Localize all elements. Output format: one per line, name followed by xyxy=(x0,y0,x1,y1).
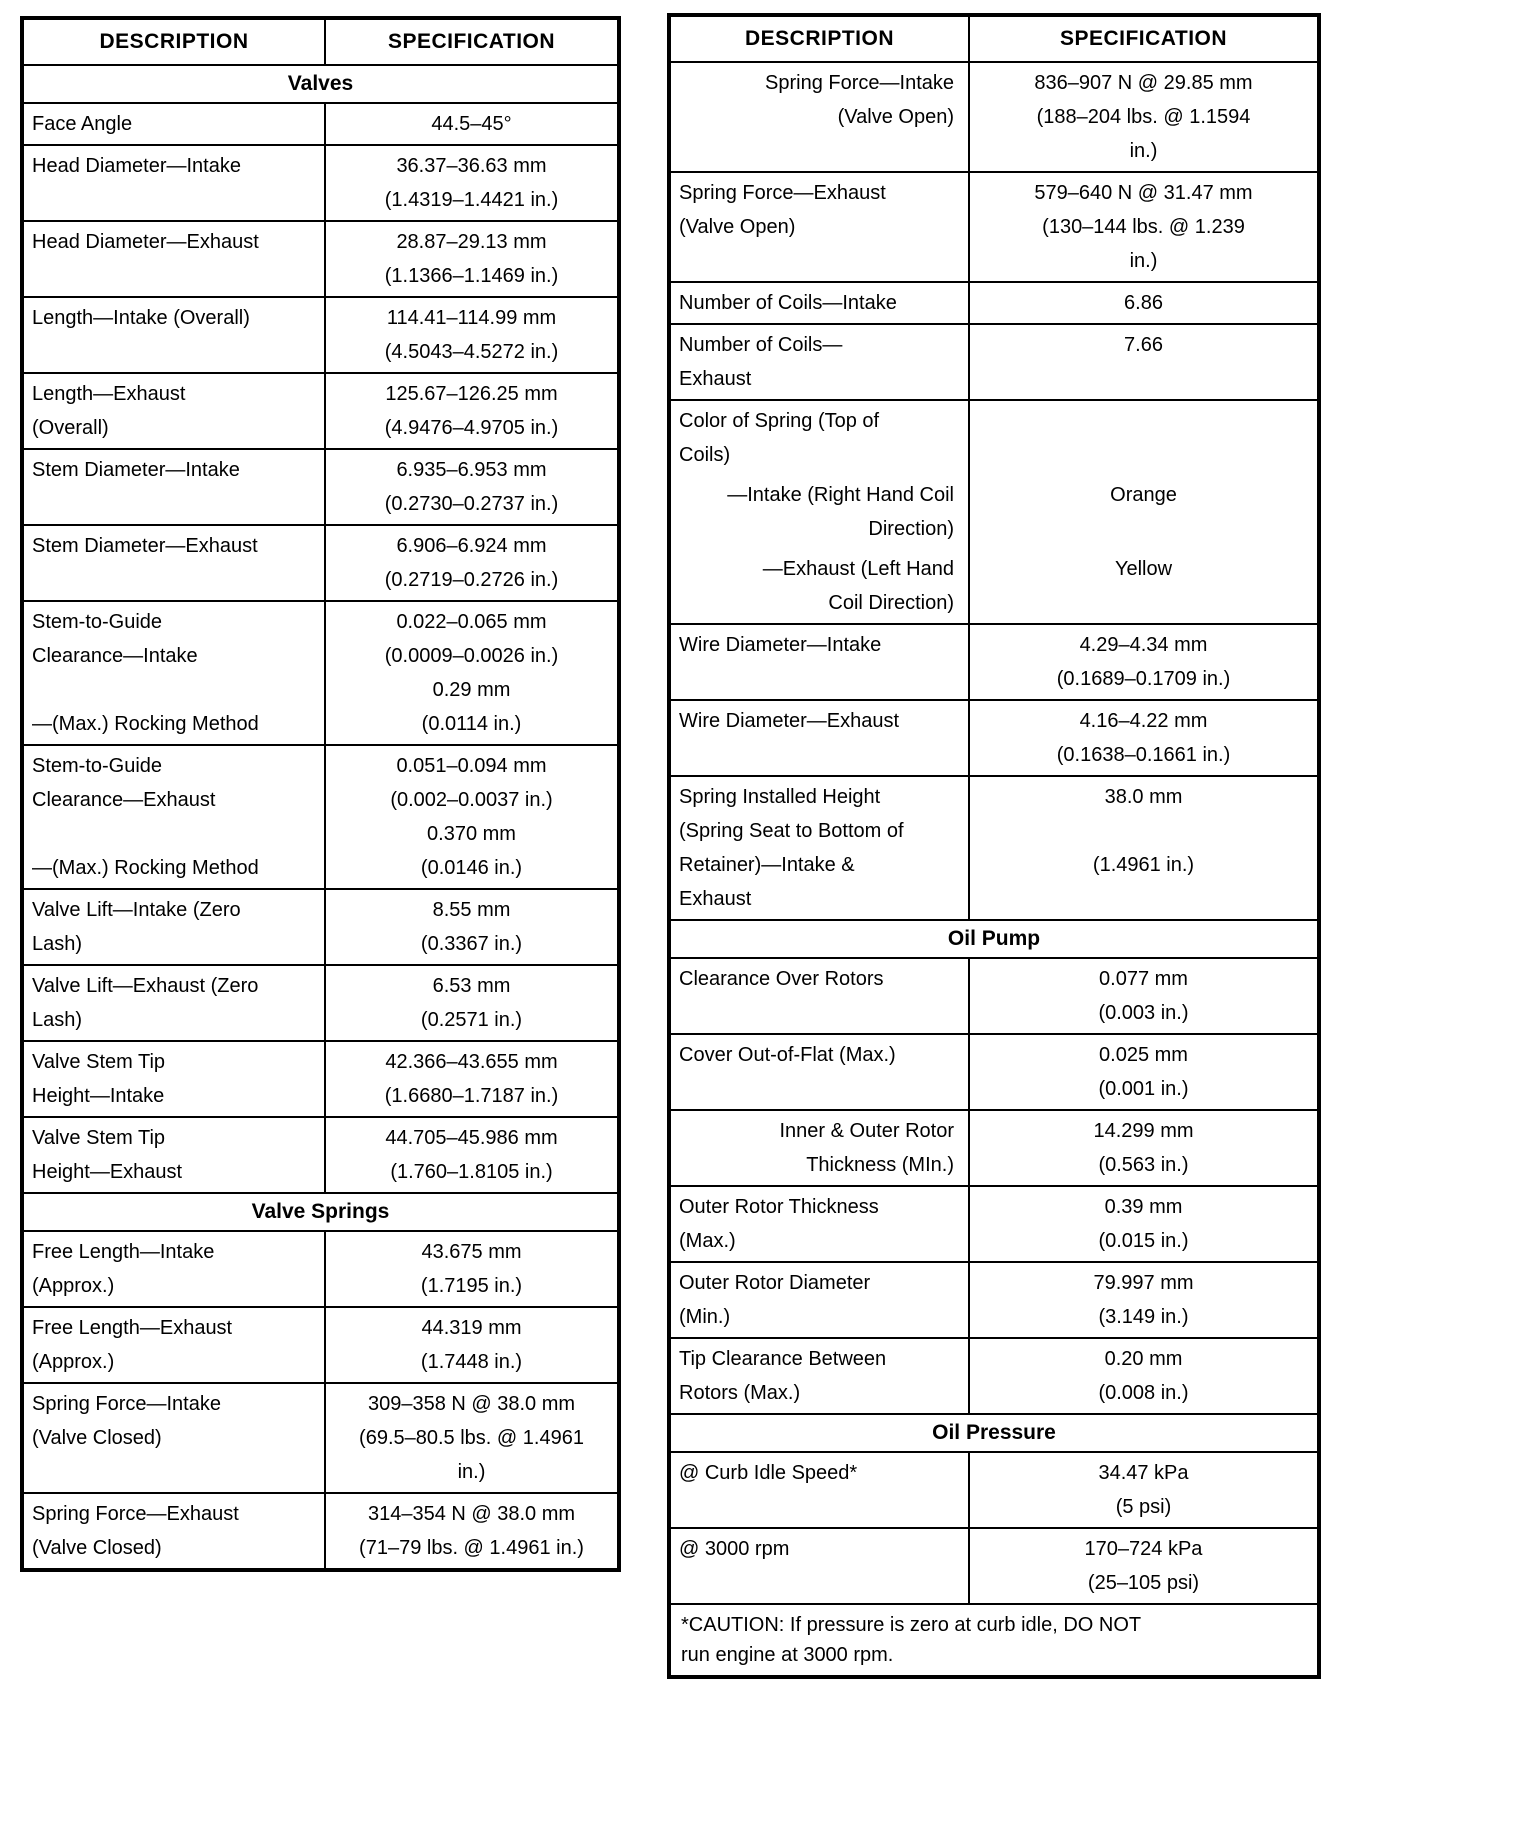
specification-cell xyxy=(968,959,1317,1033)
specification-cell xyxy=(968,325,1317,399)
description-cell xyxy=(24,1384,324,1492)
specification-line: 44.5–45° xyxy=(431,113,512,135)
caution-note xyxy=(671,1603,1317,1675)
specification-line: 0.370 mm xyxy=(427,823,516,845)
specification-line: 42.366–43.655 mm xyxy=(385,1051,558,1073)
specification-line: (0.3367 in.) xyxy=(420,933,523,955)
specification-line: 836–907 N @ 29.85 mm xyxy=(1034,72,1253,94)
specification-line: (0.015 in.) xyxy=(1098,1230,1189,1252)
specification-line: 7.66 xyxy=(1124,334,1163,356)
table-row xyxy=(24,144,617,220)
description-line: Valve Lift—Intake (Zero xyxy=(32,899,241,921)
description-line: @ 3000 rpm xyxy=(679,1538,790,1560)
specification-cell xyxy=(324,890,617,964)
table-row xyxy=(671,323,1317,399)
description-line: —Intake (Right Hand Coil xyxy=(727,484,954,506)
description-line: @ Curb Idle Speed* xyxy=(679,1462,858,1484)
specification-line: 0.051–0.094 mm xyxy=(396,755,547,777)
description-line: Length—Intake (Overall) xyxy=(32,307,250,329)
description-cell xyxy=(24,1232,324,1306)
specification-line: 34.47 kPa xyxy=(1098,1462,1189,1484)
table-row xyxy=(671,281,1317,323)
description-cell xyxy=(671,549,968,623)
table-row xyxy=(671,1185,1317,1261)
specification-cell xyxy=(324,450,617,524)
specification-line: 36.37–36.63 mm xyxy=(396,155,547,177)
specification-line: (1.7448 in.) xyxy=(420,1351,523,1373)
description-cell xyxy=(671,959,968,1033)
description-cell xyxy=(671,1111,968,1185)
specification-line: (0.1638–0.1661 in.) xyxy=(1056,744,1231,766)
specification-line: in.) xyxy=(1129,140,1158,162)
specification-line: 14.299 mm xyxy=(1093,1120,1194,1142)
description-line: Height—Exhaust xyxy=(32,1161,183,1183)
description-line: Free Length—Intake xyxy=(32,1241,215,1263)
specification-line: 6.935–6.953 mm xyxy=(396,459,547,481)
specification-line: (1.7195 in.) xyxy=(420,1275,523,1297)
description-line: Length—Exhaust xyxy=(32,383,186,405)
specification-cell xyxy=(324,146,617,220)
specification-cell xyxy=(324,1042,617,1116)
description-cell xyxy=(24,966,324,1040)
specification-line: (3.149 in.) xyxy=(1098,1306,1189,1328)
table-row xyxy=(24,296,617,372)
specification-line: 0.29 mm xyxy=(432,679,511,701)
table-row xyxy=(671,1109,1317,1185)
description-line: —(Max.) Rocking Method xyxy=(32,713,259,735)
description-line: Stem-to-Guide xyxy=(32,755,163,777)
table-row xyxy=(24,448,617,524)
table-row xyxy=(671,1451,1317,1527)
specification-line: 0.20 mm xyxy=(1104,1348,1183,1370)
specification-line: 43.675 mm xyxy=(421,1241,522,1263)
description-cell xyxy=(671,283,968,323)
specification-line: 0.022–0.065 mm xyxy=(396,611,547,633)
description-line: —(Max.) Rocking Method xyxy=(32,857,259,879)
specification-line: (4.9476–4.9705 in.) xyxy=(384,417,559,439)
table-row xyxy=(671,399,1317,475)
section-header-oil-pump: Oil Pump xyxy=(671,919,1317,957)
specification-cell xyxy=(324,1494,617,1568)
table-body xyxy=(671,61,1317,1675)
description-line: Coils) xyxy=(679,444,731,466)
specification-line: in.) xyxy=(1129,250,1158,272)
description-line: Stem-to-Guide xyxy=(32,611,163,633)
description-line: (Max.) xyxy=(679,1230,736,1252)
specification-column-header: SPECIFICATION xyxy=(324,20,617,64)
table-row xyxy=(24,1382,617,1492)
specification-cell xyxy=(968,1339,1317,1413)
specification-cell xyxy=(968,401,1317,475)
table-row xyxy=(24,1116,617,1192)
description-cell xyxy=(24,1042,324,1116)
description-line: Exhaust xyxy=(679,888,752,910)
table-row xyxy=(671,623,1317,699)
valve-specifications-table-left xyxy=(20,16,621,1572)
specification-cell xyxy=(324,1308,617,1382)
table-row xyxy=(24,600,617,744)
specification-line: Yellow xyxy=(1114,558,1173,580)
description-cell xyxy=(24,602,324,744)
table-row xyxy=(671,699,1317,775)
description-cell xyxy=(24,374,324,448)
table-row xyxy=(24,372,617,448)
description-line: (Valve Open) xyxy=(837,106,954,128)
specification-line: 4.29–4.34 mm xyxy=(1079,634,1208,656)
description-line: Head Diameter—Intake xyxy=(32,155,241,177)
table-row xyxy=(671,957,1317,1033)
table-row xyxy=(24,102,617,144)
specification-line: (1.4961 in.) xyxy=(1092,854,1195,876)
specification-line: (188–204 lbs. @ 1.1594 xyxy=(1036,106,1251,128)
specification-line: 114.41–114.99 mm xyxy=(386,307,557,329)
table-row xyxy=(24,888,617,964)
description-line: Wire Diameter—Exhaust xyxy=(679,710,900,732)
specification-line: 8.55 mm xyxy=(432,899,511,921)
description-line: Wire Diameter—Intake xyxy=(679,634,882,656)
description-cell xyxy=(671,1187,968,1261)
specification-line: (0.2571 in.) xyxy=(420,1009,523,1031)
specification-cell xyxy=(324,1384,617,1492)
specification-line: 6.53 mm xyxy=(432,975,511,997)
specification-line: 0.077 mm xyxy=(1099,968,1188,990)
table-row xyxy=(24,1040,617,1116)
description-line xyxy=(32,817,316,851)
specification-line: 579–640 N @ 31.47 mm xyxy=(1034,182,1253,204)
table-row xyxy=(671,1337,1317,1413)
description-line: Clearance—Intake xyxy=(32,645,198,667)
description-cell xyxy=(24,450,324,524)
description-line: Spring Installed Height xyxy=(679,786,881,808)
description-cell xyxy=(671,1339,968,1413)
description-line: Spring Force—Exhaust xyxy=(679,182,886,204)
caution-note-line: run engine at 3000 rpm. xyxy=(681,1644,894,1666)
section-header-valves: Valves xyxy=(24,64,617,102)
description-cell xyxy=(671,401,968,475)
specification-cell xyxy=(324,1118,617,1192)
description-line: Stem Diameter—Exhaust xyxy=(32,535,258,557)
specification-line: (0.0146 in.) xyxy=(420,857,523,879)
specification-cell xyxy=(968,1187,1317,1261)
specification-line: 125.67–126.25 mm xyxy=(385,383,558,405)
specification-line: (69.5–80.5 lbs. @ 1.4961 xyxy=(359,1427,584,1449)
specification-line: 44.705–45.986 mm xyxy=(385,1127,558,1149)
table-row xyxy=(24,1230,617,1306)
description-cell xyxy=(671,475,968,549)
specification-column-header: SPECIFICATION xyxy=(968,17,1317,61)
description-line: Spring Force—Intake xyxy=(765,72,954,94)
specification-line: (130–144 lbs. @ 1.239 xyxy=(1042,216,1245,238)
description-line xyxy=(32,673,316,707)
description-cell xyxy=(24,890,324,964)
specification-cell xyxy=(968,475,1317,549)
description-cell xyxy=(24,1308,324,1382)
description-line: Outer Rotor Diameter xyxy=(679,1272,871,1294)
description-line: (Valve Closed) xyxy=(32,1537,162,1559)
table-row xyxy=(24,964,617,1040)
description-column-header: DESCRIPTION xyxy=(744,27,894,50)
specification-cell xyxy=(968,173,1317,281)
specification-line: (0.0009–0.0026 in.) xyxy=(384,645,559,667)
description-line: Tip Clearance Between xyxy=(679,1348,887,1370)
description-cell xyxy=(24,746,324,888)
description-line: Height—Intake xyxy=(32,1085,165,1107)
description-cell xyxy=(24,298,324,372)
specification-cell xyxy=(324,374,617,448)
description-cell xyxy=(671,777,968,919)
table-row xyxy=(24,524,617,600)
description-line: Retainer)—Intake & xyxy=(679,854,855,876)
specification-cell xyxy=(968,1453,1317,1527)
description-line: Face Angle xyxy=(32,113,133,135)
description-line: Inner & Outer Rotor xyxy=(779,1120,954,1142)
description-line: Thickness (MIn.) xyxy=(806,1154,954,1176)
table-body xyxy=(24,64,617,1568)
specification-line: (0.008 in.) xyxy=(1098,1382,1189,1404)
valve-oil-specifications-table-right xyxy=(667,13,1321,1679)
specification-line: (0.563 in.) xyxy=(1098,1154,1189,1176)
description-cell xyxy=(671,1529,968,1603)
description-cell xyxy=(24,104,324,144)
description-line: Free Length—Exhaust xyxy=(32,1317,233,1339)
specification-cell xyxy=(324,298,617,372)
specification-line: in.) xyxy=(457,1461,486,1483)
specification-line: 44.319 mm xyxy=(421,1317,522,1339)
specification-line: 309–358 N @ 38.0 mm xyxy=(367,1393,576,1415)
specification-line: (71–79 lbs. @ 1.4961 in.) xyxy=(359,1537,584,1559)
specification-line: (0.2730–0.2737 in.) xyxy=(384,493,559,515)
specification-line: (1.1366–1.1469 in.) xyxy=(384,265,559,287)
description-line: (Approx.) xyxy=(32,1351,115,1373)
description-line: Exhaust xyxy=(679,368,752,390)
description-cell xyxy=(671,325,968,399)
specification-line: (1.760–1.8105 in.) xyxy=(390,1161,553,1183)
specification-cell xyxy=(968,283,1317,323)
description-line: Spring Force—Intake xyxy=(32,1393,221,1415)
description-line: Cover Out-of-Flat (Max.) xyxy=(679,1044,896,1066)
description-line: Clearance—Exhaust xyxy=(32,789,216,811)
specification-cell xyxy=(968,63,1317,171)
table-row xyxy=(24,1492,617,1568)
description-cell xyxy=(671,1035,968,1109)
table-row xyxy=(671,171,1317,281)
specification-line: 170–724 kPa xyxy=(1084,1538,1203,1560)
description-line: Lash) xyxy=(32,933,83,955)
specification-cell xyxy=(324,746,617,888)
table-header xyxy=(671,17,1317,61)
description-line: (Valve Open) xyxy=(679,216,796,238)
specification-line: 6.906–6.924 mm xyxy=(396,535,547,557)
description-line: (Min.) xyxy=(679,1306,731,1328)
table-row xyxy=(671,1261,1317,1337)
description-line: Number of Coils— xyxy=(679,334,843,356)
description-cell xyxy=(671,625,968,699)
description-line: (Valve Closed) xyxy=(32,1427,162,1449)
specification-cell xyxy=(968,549,1317,623)
specification-cell xyxy=(324,526,617,600)
specification-line: (0.1689–0.1709 in.) xyxy=(1056,668,1231,690)
description-line: Valve Stem Tip xyxy=(32,1051,166,1073)
specification-cell xyxy=(324,222,617,296)
specification-cell xyxy=(968,1111,1317,1185)
table-row xyxy=(671,61,1317,171)
specification-cell xyxy=(324,966,617,1040)
description-cell xyxy=(24,526,324,600)
specification-cell xyxy=(324,104,617,144)
specification-cell xyxy=(968,701,1317,775)
specification-cell xyxy=(968,1529,1317,1603)
description-cell xyxy=(671,173,968,281)
description-line: Stem Diameter—Intake xyxy=(32,459,240,481)
description-column-header: DESCRIPTION xyxy=(99,30,249,53)
specification-line: 314–354 N @ 38.0 mm xyxy=(367,1503,576,1525)
description-line: Rotors (Max.) xyxy=(679,1382,801,1404)
description-cell xyxy=(24,222,324,296)
description-line: (Spring Seat to Bottom of xyxy=(679,820,904,842)
table-row xyxy=(24,220,617,296)
specification-line: Orange xyxy=(1110,484,1177,506)
description-cell xyxy=(671,63,968,171)
specification-line: (0.2719–0.2726 in.) xyxy=(384,569,559,591)
specification-line: (0.003 in.) xyxy=(1098,1002,1189,1024)
description-line: Outer Rotor Thickness xyxy=(679,1196,879,1218)
specification-line: (0.0114 in.) xyxy=(421,713,522,735)
specification-line: 28.87–29.13 mm xyxy=(396,231,547,253)
specification-line: (0.002–0.0037 in.) xyxy=(390,789,553,811)
specification-line xyxy=(978,814,1309,848)
specification-line: (5 psi) xyxy=(1115,1496,1172,1518)
specification-line: 6.86 xyxy=(1124,292,1163,314)
table-row xyxy=(671,1527,1317,1603)
table-row xyxy=(24,1306,617,1382)
specification-line: (1.6680–1.7187 in.) xyxy=(384,1085,559,1107)
description-cell xyxy=(671,701,968,775)
description-line: Clearance Over Rotors xyxy=(679,968,884,990)
caution-note-line: *CAUTION: If pressure is zero at curb idle, DO NOT xyxy=(681,1614,1142,1636)
description-line: Valve Lift—Exhaust (Zero xyxy=(32,975,259,997)
description-line: Head Diameter—Exhaust xyxy=(32,231,259,253)
specification-line: (1.4319–1.4421 in.) xyxy=(384,189,559,211)
specification-cell xyxy=(968,1035,1317,1109)
description-line: (Approx.) xyxy=(32,1275,115,1297)
description-cell xyxy=(24,1118,324,1192)
description-line: Spring Force—Exhaust xyxy=(32,1503,239,1525)
table-row xyxy=(671,1033,1317,1109)
description-line: Direction) xyxy=(868,518,954,540)
specification-line: (4.5043–4.5272 in.) xyxy=(384,341,559,363)
specification-line: 4.16–4.22 mm xyxy=(1079,710,1208,732)
specification-cell xyxy=(968,625,1317,699)
specification-line: (25–105 psi) xyxy=(1087,1572,1200,1594)
description-cell xyxy=(24,1494,324,1568)
description-cell xyxy=(671,1263,968,1337)
table-row xyxy=(24,744,617,888)
specification-line: 79.997 mm xyxy=(1093,1272,1194,1294)
section-header-oil-pressure: Oil Pressure xyxy=(671,1413,1317,1451)
table-row xyxy=(671,775,1317,919)
specification-cell xyxy=(968,1263,1317,1337)
specification-cell xyxy=(968,777,1317,919)
description-line: Number of Coils—Intake xyxy=(679,292,897,314)
description-line: Lash) xyxy=(32,1009,83,1031)
table-row xyxy=(671,475,1317,549)
table-row xyxy=(671,549,1317,623)
specification-line: 38.0 mm xyxy=(1104,786,1183,808)
description-line: Valve Stem Tip xyxy=(32,1127,166,1149)
section-header-valve-springs: Valve Springs xyxy=(24,1192,617,1230)
description-line: (Overall) xyxy=(32,417,109,439)
description-cell xyxy=(24,146,324,220)
description-line: Color of Spring (Top of xyxy=(679,410,880,432)
specification-line: (0.001 in.) xyxy=(1098,1078,1189,1100)
specification-cell xyxy=(324,1232,617,1306)
specification-line: 0.025 mm xyxy=(1099,1044,1188,1066)
description-line: Coil Direction) xyxy=(828,592,954,614)
specification-line: 0.39 mm xyxy=(1104,1196,1183,1218)
specification-cell xyxy=(324,602,617,744)
description-cell xyxy=(671,1453,968,1527)
table-header xyxy=(24,20,617,64)
description-line: —Exhaust (Left Hand xyxy=(762,558,954,580)
